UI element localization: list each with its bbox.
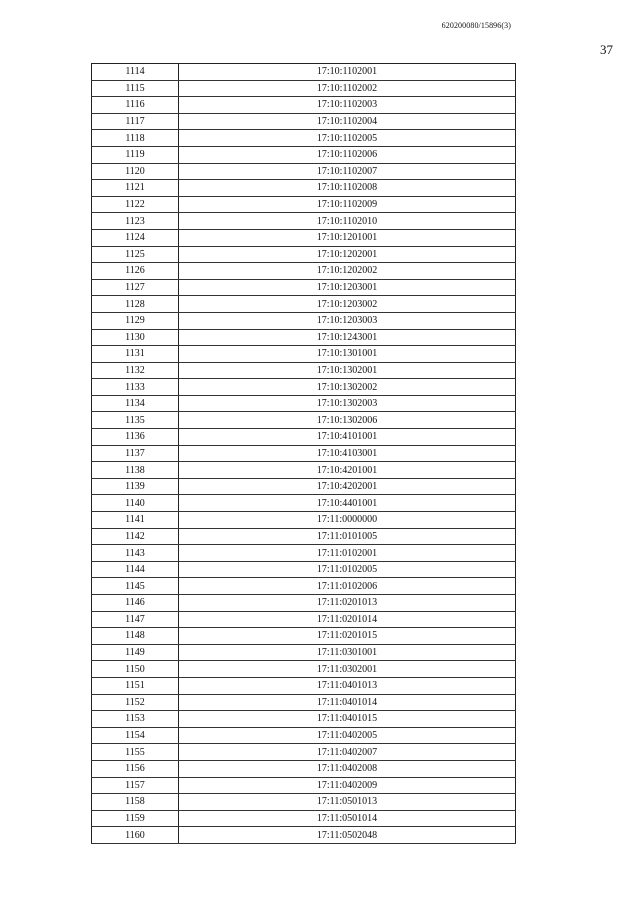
cadastral-code-cell: 17:10:1202002: [179, 263, 516, 280]
row-number-cell: 1133: [92, 379, 179, 396]
row-number-cell: 1160: [92, 827, 179, 844]
cadastral-code-cell: 17:10:1102009: [179, 196, 516, 213]
cadastral-code-cell: 17:11:0401014: [179, 694, 516, 711]
cadastral-code-cell: 17:11:0201015: [179, 628, 516, 645]
table-row: [92, 445, 516, 462]
row-number-cell: 1137: [92, 445, 179, 462]
cadastral-code-cell: 17:11:0201014: [179, 611, 516, 628]
row-number-cell: 1135: [92, 412, 179, 429]
table-row: [92, 794, 516, 811]
table-row: [92, 130, 516, 147]
table-row: [92, 512, 516, 529]
row-number-cell: 1140: [92, 495, 179, 512]
cadastral-code-cell: 17:10:1203002: [179, 296, 516, 313]
table-row: [92, 595, 516, 612]
row-number-cell: 1157: [92, 777, 179, 794]
cadastral-code-cell: 17:11:0401013: [179, 677, 516, 694]
table-row: [92, 528, 516, 545]
cadastral-code-cell: 17:11:0101005: [179, 528, 516, 545]
row-number-cell: 1141: [92, 512, 179, 529]
cadastral-code-cell: 17:11:0501013: [179, 794, 516, 811]
cadastral-code-cell: 17:10:4202001: [179, 478, 516, 495]
row-number-cell: 1132: [92, 362, 179, 379]
document-reference: 620200080/15896(3): [441, 21, 511, 30]
cadastral-code-cell: 17:11:0301001: [179, 644, 516, 661]
cadastral-code-cell: 17:10:1102008: [179, 180, 516, 197]
table-row: [92, 727, 516, 744]
row-number-cell: 1116: [92, 97, 179, 114]
row-number-cell: 1142: [92, 528, 179, 545]
table-row: [92, 180, 516, 197]
cadastral-code-cell: 17:11:0402007: [179, 744, 516, 761]
row-number-cell: 1158: [92, 794, 179, 811]
row-number-cell: 1134: [92, 395, 179, 412]
cadastral-code-cell: 17:11:0402005: [179, 727, 516, 744]
cadastral-code-cell: 17:10:1302006: [179, 412, 516, 429]
table-row: [92, 661, 516, 678]
table-row: [92, 760, 516, 777]
table-row: [92, 362, 516, 379]
row-number-cell: 1159: [92, 810, 179, 827]
table-row: [92, 545, 516, 562]
cadastral-code-cell: 17:11:0501014: [179, 810, 516, 827]
row-number-cell: 1145: [92, 578, 179, 595]
cadastral-code-cell: 17:11:0402009: [179, 777, 516, 794]
cadastral-code-cell: 17:10:1102010: [179, 213, 516, 230]
row-number-cell: 1115: [92, 80, 179, 97]
table-row: [92, 412, 516, 429]
row-number-cell: 1136: [92, 429, 179, 446]
table-row: [92, 611, 516, 628]
table-row: [92, 395, 516, 412]
table-row: [92, 810, 516, 827]
row-number-cell: 1147: [92, 611, 179, 628]
row-number-cell: 1139: [92, 478, 179, 495]
row-number-cell: 1154: [92, 727, 179, 744]
table-row: [92, 64, 516, 81]
row-number-cell: 1123: [92, 213, 179, 230]
cadastral-code-cell: 17:11:0302001: [179, 661, 516, 678]
cadastral-code-cell: 17:10:1102007: [179, 163, 516, 180]
table-row: [92, 478, 516, 495]
cadastral-code-cell: 17:10:1202001: [179, 246, 516, 263]
table-row: [92, 229, 516, 246]
table-row: [92, 711, 516, 728]
cadastral-code-cell: 17:10:1102001: [179, 64, 516, 81]
cadastral-code-cell: 17:10:1102004: [179, 113, 516, 130]
cadastral-code-cell: 17:10:1302002: [179, 379, 516, 396]
cadastral-code-cell: 17:10:1102006: [179, 146, 516, 163]
row-number-cell: 1149: [92, 644, 179, 661]
row-number-cell: 1156: [92, 760, 179, 777]
page-number: 37: [600, 42, 613, 57]
table-row: [92, 279, 516, 296]
cadastral-code-cell: 17:10:1102005: [179, 130, 516, 147]
table-row: [92, 246, 516, 263]
cadastral-code-cell: 17:10:1302001: [179, 362, 516, 379]
row-number-cell: 1121: [92, 180, 179, 197]
table-row: [92, 495, 516, 512]
cadastral-code-cell: 17:10:4103001: [179, 445, 516, 462]
cadastral-code-cell: 17:10:1302003: [179, 395, 516, 412]
row-number-cell: 1146: [92, 595, 179, 612]
row-number-cell: 1118: [92, 130, 179, 147]
cadastral-code-cell: 17:11:0401015: [179, 711, 516, 728]
table-row: [92, 146, 516, 163]
table-row: [92, 561, 516, 578]
row-number-cell: 1150: [92, 661, 179, 678]
cadastral-code-cell: 17:10:1102003: [179, 97, 516, 114]
table-row: [92, 163, 516, 180]
row-number-cell: 1131: [92, 346, 179, 363]
row-number-cell: 1126: [92, 263, 179, 280]
row-number-cell: 1117: [92, 113, 179, 130]
table-row: [92, 97, 516, 114]
row-number-cell: 1130: [92, 329, 179, 346]
table-row: [92, 329, 516, 346]
table-row: [92, 777, 516, 794]
cadastral-code-cell: 17:10:1243001: [179, 329, 516, 346]
table-row: [92, 346, 516, 363]
cadastral-code-cell: 17:10:1203001: [179, 279, 516, 296]
table-row: [92, 578, 516, 595]
row-number-cell: 1148: [92, 628, 179, 645]
row-number-cell: 1128: [92, 296, 179, 313]
cadastral-code-cell: 17:10:1102002: [179, 80, 516, 97]
registry-table: [91, 63, 516, 844]
table-row: [92, 196, 516, 213]
cadastral-code-cell: 17:10:1201001: [179, 229, 516, 246]
row-number-cell: 1153: [92, 711, 179, 728]
table-row: [92, 677, 516, 694]
row-number-cell: 1120: [92, 163, 179, 180]
table-row: [92, 113, 516, 130]
row-number-cell: 1138: [92, 462, 179, 479]
cadastral-code-cell: 17:10:1301001: [179, 346, 516, 363]
row-number-cell: 1122: [92, 196, 179, 213]
row-number-cell: 1144: [92, 561, 179, 578]
cadastral-code-cell: 17:11:0502048: [179, 827, 516, 844]
table-row: [92, 213, 516, 230]
cadastral-code-cell: 17:11:0402008: [179, 760, 516, 777]
cadastral-code-cell: 17:11:0201013: [179, 595, 516, 612]
table-row: [92, 429, 516, 446]
table-row: [92, 462, 516, 479]
cadastral-code-cell: 17:10:4401001: [179, 495, 516, 512]
row-number-cell: 1127: [92, 279, 179, 296]
table-row: [92, 312, 516, 329]
table-row: [92, 296, 516, 313]
cadastral-code-cell: 17:11:0102006: [179, 578, 516, 595]
row-number-cell: 1114: [92, 64, 179, 81]
row-number-cell: 1119: [92, 146, 179, 163]
table-row: [92, 694, 516, 711]
row-number-cell: 1143: [92, 545, 179, 562]
table-row: [92, 827, 516, 844]
row-number-cell: 1125: [92, 246, 179, 263]
registry-table-body: [92, 64, 516, 844]
table-row: [92, 80, 516, 97]
cadastral-code-cell: 17:10:4101001: [179, 429, 516, 446]
row-number-cell: 1151: [92, 677, 179, 694]
cadastral-code-cell: 17:10:1203003: [179, 312, 516, 329]
table-row: [92, 379, 516, 396]
row-number-cell: 1129: [92, 312, 179, 329]
cadastral-code-cell: 17:11:0000000: [179, 512, 516, 529]
table-row: [92, 644, 516, 661]
cadastral-code-cell: 17:10:4201001: [179, 462, 516, 479]
cadastral-code-cell: 17:11:0102005: [179, 561, 516, 578]
cadastral-code-cell: 17:11:0102001: [179, 545, 516, 562]
row-number-cell: 1155: [92, 744, 179, 761]
row-number-cell: 1124: [92, 229, 179, 246]
table-row: [92, 628, 516, 645]
row-number-cell: 1152: [92, 694, 179, 711]
table-row: [92, 744, 516, 761]
table-row: [92, 263, 516, 280]
